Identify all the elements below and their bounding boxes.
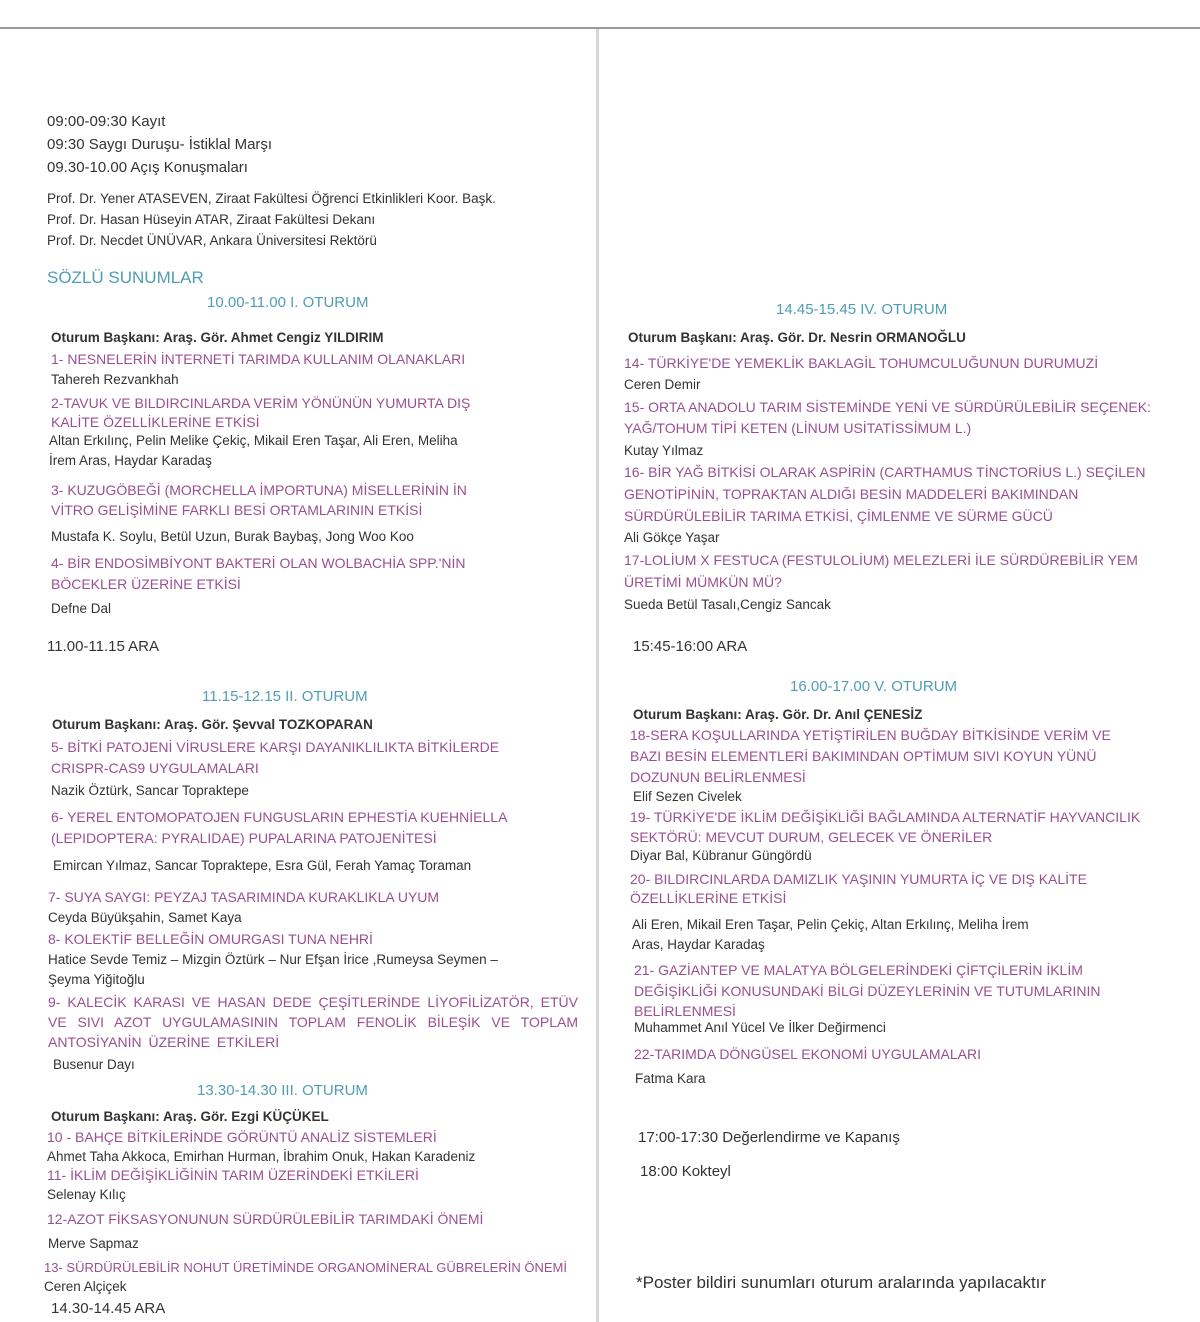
paper-2-authors-line-1: Altan Erkılınç, Pelin Melike Çekiç, Mikail Eren Taşar, Ali Eren, Meliha [49, 433, 458, 448]
session-3-title: 13.30-14.30 III. OTURUM [197, 1082, 368, 1099]
paper-12-authors: Merve Sapmaz [48, 1236, 139, 1251]
paper-2-title-line-1: 2-TAVUK VE BILDIRCINLARDA VERİM YÖNÜNÜN YUMURTA DIŞ [51, 395, 471, 411]
paper-16-authors: Ali Gökçe Yaşar [624, 530, 720, 545]
paper-19-authors: Diyar Bal, Kübranur Güngördü [630, 848, 812, 863]
poster-note: *Poster bildiri sunumları oturum aralarında yapılacaktır [636, 1273, 1047, 1292]
break-3: 14.30-14.45 ARA [51, 1300, 166, 1317]
paper-6-title-line-1: 6- YEREL ENTOMOPATOJEN FUNGUSLARIN EPHESTİA KUEHNİELLA [51, 809, 508, 825]
session-5-chair: Oturum Başkanı: Araş. Gör. Dr. Anıl ÇENESİZ [633, 707, 923, 722]
paper-4-title-line-1: 4- BİR ENDOSİMBİYONT BAKTERİ OLAN WOLBACHİA SPP.'NİN [51, 555, 466, 571]
paper-11-title: 11- İKLİM DEĞİŞİKLİĞİNİN TARIM ÜZERİNDEKİ ETKİLERİ [47, 1167, 419, 1183]
paper-5-title-line-2: CRISPR-CAS9 UYGULAMALARI [51, 760, 259, 776]
speaker-2: Prof. Dr. Hasan Hüseyin ATAR, Ziraat Fakültesi Dekanı [47, 212, 376, 227]
session-4-title: 14.45-15.45 IV. OTURUM [776, 301, 948, 318]
paper-9-title: 9- KALECİK KARASI VE HASAN DEDE ÇEŞİTLERİNDE LİYOFİLİZATÖR, ETÜV VE SIVI AZOT UYGULAMASININ TOPLAM FENOLİK BİLEŞİK VE TOPLAM ANTOSİYANİN ÜZERİNE ETKİLERİ [48, 994, 578, 1050]
break-1: 11.00-11.15 ARA [47, 638, 160, 655]
paper-19-title-line-1: 19- TÜRKİYE'DE İKLİM DEĞİŞİKLİĞİ BAĞLAMINDA ALTERNATİF HAYVANCILIK [630, 809, 1141, 825]
paper-8-title: 8- KOLEKTİF BELLEĞİN OMURGASI TUNA NEHRİ [48, 931, 373, 947]
paper-3-title-line-2: VİTRO GELİŞİMİNE FARKLI BESİ ORTAMLARININ ETKİSİ [51, 502, 423, 518]
paper-4-authors: Defne Dal [51, 601, 112, 616]
paper-12-title: 12-AZOT FİKSASYONUNUN SÜRDÜRÜLEBİLİR TARIMDAKİ ÖNEMİ [47, 1211, 484, 1227]
paper-17-title-line-2: ÜRETİMİ MÜMKÜN MÜ? [624, 574, 782, 590]
paper-18-title-line-3: DOZUNUN BELİRLENMESİ [630, 769, 806, 785]
paper-2-authors-line-2: İrem Aras, Haydar Karadaş [49, 453, 212, 468]
schedule-anthem: 09:30 Saygı Duruşu- İstiklal Marşı [47, 136, 273, 153]
paper-21-title-line-2: DEĞİŞİKLİĞİ KONUSUNDAKİ BİLGİ DÜZEYLERİNİN VE TUTUMLARININ [634, 983, 1101, 999]
paper-11-authors: Selenay Kılıç [47, 1187, 126, 1202]
paper-8-authors-line-1: Hatice Sevde Temiz – Mizgin Öztürk – Nur Efşan İrice ,Rumeysa Seymen – [48, 952, 498, 967]
paper-2-title-line-2: KALİTE ÖZELLİKLERİNE ETKİSİ [51, 414, 260, 430]
paper-17-title-line-1: 17-LOLİUM X FESTUCA (FESTULOLİUM) MELEZLERİ İLE SÜRDÜREBİLİR YEM [624, 552, 1138, 568]
paper-15-title-line-2: YAĞ/TOHUM TİPİ KETEN (LİNUM USİTATİSSİMUM L.) [624, 420, 972, 436]
paper-15-authors: Kutay Yılmaz [624, 443, 704, 458]
paper-20-authors-line-2: Aras, Haydar Karadaş [632, 937, 765, 952]
paper-9-authors: Busenur Dayı [53, 1057, 135, 1072]
paper-6-title-line-2: (LEPIDOPTERA: PYRALIDAE) PUPALARINA PATOJENİTESİ [51, 830, 437, 846]
paper-5-title-line-1: 5- BİTKİ PATOJENİ VİRUSLERE KARŞI DAYANIKLILIKTA BİTKİLERDE [51, 739, 500, 755]
session-5-title: 16.00-17.00 V. OTURUM [790, 678, 958, 695]
paper-10-authors: Ahmet Taha Akkoca, Emirhan Hurman, İbrahim Onuk, Hakan Karadeniz [47, 1149, 476, 1164]
paper-14-title: 14- TÜRKİYE'DE YEMEKLİK BAKLAGİL TOHUMCULUĞUNUN DURUMUZİ [624, 355, 1099, 371]
paper-20-title-line-2: ÖZELLİKLERİNE ETKİSİ [630, 890, 787, 906]
paper-10-title: 10 - BAHÇE BİTKİLERİNDE GÖRÜNTÜ ANALİZ SİSTEMLERİ [47, 1129, 437, 1145]
paper-18-authors: Elif Sezen Civelek [633, 789, 742, 804]
paper-13-authors: Ceren Alçiçek [44, 1279, 127, 1294]
paper-13-title: 13- SÜRDÜRÜLEBİLİR NOHUT ÜRETİMİNDE ORGANOMİNERAL GÜBRELERİN ÖNEMİ [44, 1260, 567, 1275]
paper-21-authors: Muhammet Anıl Yücel Ve İlker Değirmenci [634, 1020, 886, 1035]
speaker-3: Prof. Dr. Necdet ÜNÜVAR, Ankara Üniversitesi Rektörü [47, 233, 377, 248]
session-2-chair: Oturum Başkanı: Araş. Gör. Şevval TOZKOPARAN [52, 717, 373, 732]
paper-20-title-line-1: 20- BILDIRCINLARDA DAMIZLIK YAŞININ YUMURTA İÇ VE DIŞ KALİTE [630, 871, 1087, 887]
session-2-title: 11.15-12.15 II. OTURUM [202, 688, 368, 705]
paper-5-authors: Nazik Öztürk, Sancar Topraktepe [51, 783, 249, 798]
schedule-registration: 09:00-09:30 Kayıt [47, 113, 166, 130]
paper-1-authors: Tahereh Rezvankhah [51, 372, 179, 387]
paper-8-authors-line-2: Şeyma Yiğitoğlu [48, 972, 145, 987]
session-3-chair: Oturum Başkanı: Araş. Gör. Ezgi KÜÇÜKEL [51, 1109, 329, 1124]
paper-15-title-line-1: 15- ORTA ANADOLU TARIM SİSTEMİNDE YENİ VE SÜRDÜRÜLEBİLİR SEÇENEK: [624, 399, 1151, 415]
paper-21-title-line-3: BELİRLENMESİ [634, 1003, 736, 1019]
paper-19-title-line-2: SEKTÖRÜ: MEVCUT DURUM, GELECEK VE ÖNERİLER [630, 829, 993, 845]
session-1-title: 10.00-11.00 I. OTURUM [207, 294, 369, 311]
speaker-1: Prof. Dr. Yener ATASEVEN, Ziraat Fakültesi Öğrenci Etkinlikleri Koor. Başk. [47, 191, 496, 206]
paper-14-authors: Ceren Demir [624, 377, 701, 392]
schedule-opening: 09.30-10.00 Açış Konuşmaları [47, 159, 248, 176]
session-1-chair: Oturum Başkanı: Araş. Gör. Ahmet Cengiz YILDIRIM [51, 330, 384, 345]
break-4: 15:45-16:00 ARA [633, 638, 748, 655]
session-4-chair: Oturum Başkanı: Araş. Gör. Dr. Nesrin ORMANOĞLU [628, 330, 966, 345]
paper-7-authors: Ceyda Büyükşahin, Samet Kaya [48, 910, 242, 925]
paper-20-authors-line-1: Ali Eren, Mikail Eren Taşar, Pelin Çekiç, Altan Erkılınç, Meliha İrem [632, 917, 1029, 932]
top-rule [0, 27, 1200, 29]
paper-22-title: 22-TARIMDA DÖNGÜSEL EKONOMİ UYGULAMALARI [634, 1046, 981, 1062]
closing-session: 17:00-17:30 Değerlendirme ve Kapanış [638, 1129, 900, 1146]
paper-16-title-line-2: GENOTİPİNİN, TOPRAKTAN ALDIĞI BESİN MADDELERİ BAKIMINDAN [624, 486, 1079, 502]
paper-7-title: 7- SUYA SAYGI: PEYZAJ TASARIMINDA KURAKLIKLA UYUM [48, 889, 440, 905]
paper-6-authors: Emircan Yılmaz, Sancar Topraktepe, Esra Gül, Ferah Yamaç Toraman [53, 858, 472, 873]
paper-16-title-line-1: 16- BİR YAĞ BİTKİSİ OLARAK ASPİRİN (CARTHAMUS TİNCTORİUS L.) SEÇİLEN [624, 464, 1146, 480]
paper-16-title-line-3: SÜRDÜRÜLEBİLİR TARIMA ETKİSİ, ÇİMLENME VE SÜRME GÜCÜ [624, 508, 1053, 524]
cocktail: 18:00 Kokteyl [640, 1163, 731, 1180]
paper-18-title-line-1: 18-SERA KOŞULLARINDA YETİŞTİRİLEN BUĞDAY BİTKİSİNDE VERİM VE [630, 727, 1111, 743]
paper-18-title-line-2: BAZI BESİN ELEMENTLERİ BAKIMINDAN OPTİMUM SIVI KOYUN YÜNÜ [630, 748, 1097, 764]
paper-21-title-line-1: 21- GAZİANTEP VE MALATYA BÖLGELERİNDEKİ ÇİFTÇİLERİN İKLİM [634, 962, 1083, 978]
paper-4-title-line-2: BÖCEKLER ÜZERİNE ETKİSİ [51, 576, 241, 592]
paper-22-authors: Fatma Kara [635, 1071, 706, 1086]
paper-3-title-line-1: 3- KUZUGÖBEĞİ (MORCHELLA İMPORTUNA) MİSELLERİNİN İN [51, 482, 467, 498]
column-divider [596, 29, 599, 1322]
paper-1-title: 1- NESNELERİN İNTERNETİ TARIMDA KULLANIM OLANAKLARI [51, 351, 466, 367]
paper-17-authors: Sueda Betül Tasalı,Cengiz Sancak [624, 597, 831, 612]
oral-presentations-heading: SÖZLÜ SUNUMLAR [47, 268, 204, 287]
paper-3-authors: Mustafa K. Soylu, Betül Uzun, Burak Baybaş, Jong Woo Koo [51, 529, 414, 544]
